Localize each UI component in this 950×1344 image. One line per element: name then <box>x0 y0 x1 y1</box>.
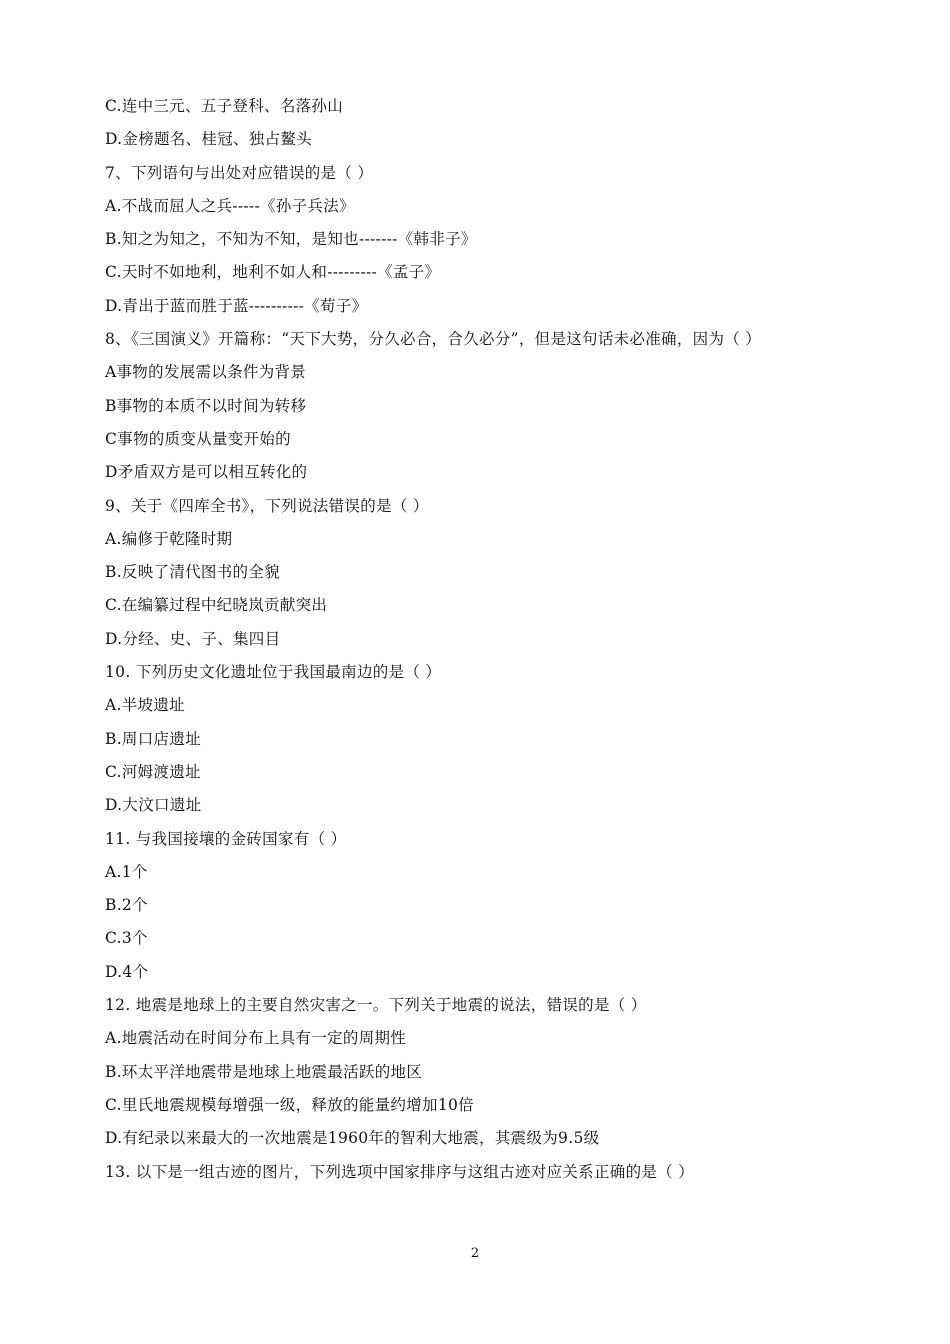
page-number: 2 <box>470 1246 480 1261</box>
text-line: B.反映了清代图书的全貌 <box>105 563 280 582</box>
text-line: 13. 以下是一组古迹的图片，下列选项中国家排序与这组古迹对应关系正确的是（ ） <box>105 1162 695 1181</box>
text-line: 7、下列语句与出处对应错误的是（ ） <box>105 163 374 182</box>
text-line: 8、《三国演义》开篇称：“天下大势，分久必合，合久必分”，但是这句话未必准确，因为（ ） <box>105 330 762 349</box>
text-line: 11. 与我国接壤的金砖国家有（ ） <box>105 829 347 848</box>
text-line: D.4个 <box>105 962 149 981</box>
text-line: C.天时不如地利，地利不如人和---------《孟子》 <box>105 263 441 282</box>
text-line: 12. 地震是地球上的主要自然灾害之一。下列关于地震的说法，错误的是（ ） <box>105 996 647 1015</box>
text-line: D.有纪录以来最大的一次地震是1960年的智利大地震，其震级为9.5级 <box>105 1129 600 1148</box>
text-line: A事物的发展需以条件为背景 <box>105 363 307 382</box>
text-line: A.半坡遗址 <box>105 696 185 715</box>
text-line: C.河姆渡遗址 <box>105 762 201 781</box>
text-line: A.1个 <box>105 862 148 881</box>
text-line: D.金榜题名、桂冠、独占鳌头 <box>105 130 313 149</box>
text-line: B.2个 <box>105 896 148 915</box>
text-line: B事物的本质不以时间为转移 <box>105 396 307 415</box>
text-line: D矛盾双方是可以相互转化的 <box>105 463 308 482</box>
text-line: 10. 下列历史文化遗址位于我国最南边的是（ ） <box>105 663 442 682</box>
text-line: A.编修于乾隆时期 <box>105 529 233 548</box>
text-line: A.地震活动在时间分布上具有一定的周期性 <box>105 1029 407 1048</box>
text-line: D.分经、史、子、集四目 <box>105 629 281 648</box>
text-line: C事物的质变从量变开始的 <box>105 429 291 448</box>
question-text-block <box>105 90 845 1189</box>
text-line: D.青出于蓝而胜于蓝----------《荀子》 <box>105 296 368 315</box>
text-line: 9、关于《四库全书》，下列说法错误的是（ ） <box>105 496 429 515</box>
text-line: C.里氏地震规模每增强一级，释放的能量约增加10倍 <box>105 1095 474 1114</box>
text-line: A.不战而屈人之兵-----《孙子兵法》 <box>105 196 355 215</box>
text-line: C.3个 <box>105 929 148 948</box>
text-line: C.在编纂过程中纪晓岚贡献突出 <box>105 596 328 615</box>
text-line: B.环太平洋地震带是地球上地震最活跃的地区 <box>105 1062 423 1081</box>
text-line: C.连中三元、五子登科、名落孙山 <box>105 97 344 115</box>
text-line: D.大汶口遗址 <box>105 796 202 815</box>
text-line: B.周口店遗址 <box>105 729 201 748</box>
text-line: B.知之为知之，不知为不知，是知也-------《韩非子》 <box>105 230 477 249</box>
